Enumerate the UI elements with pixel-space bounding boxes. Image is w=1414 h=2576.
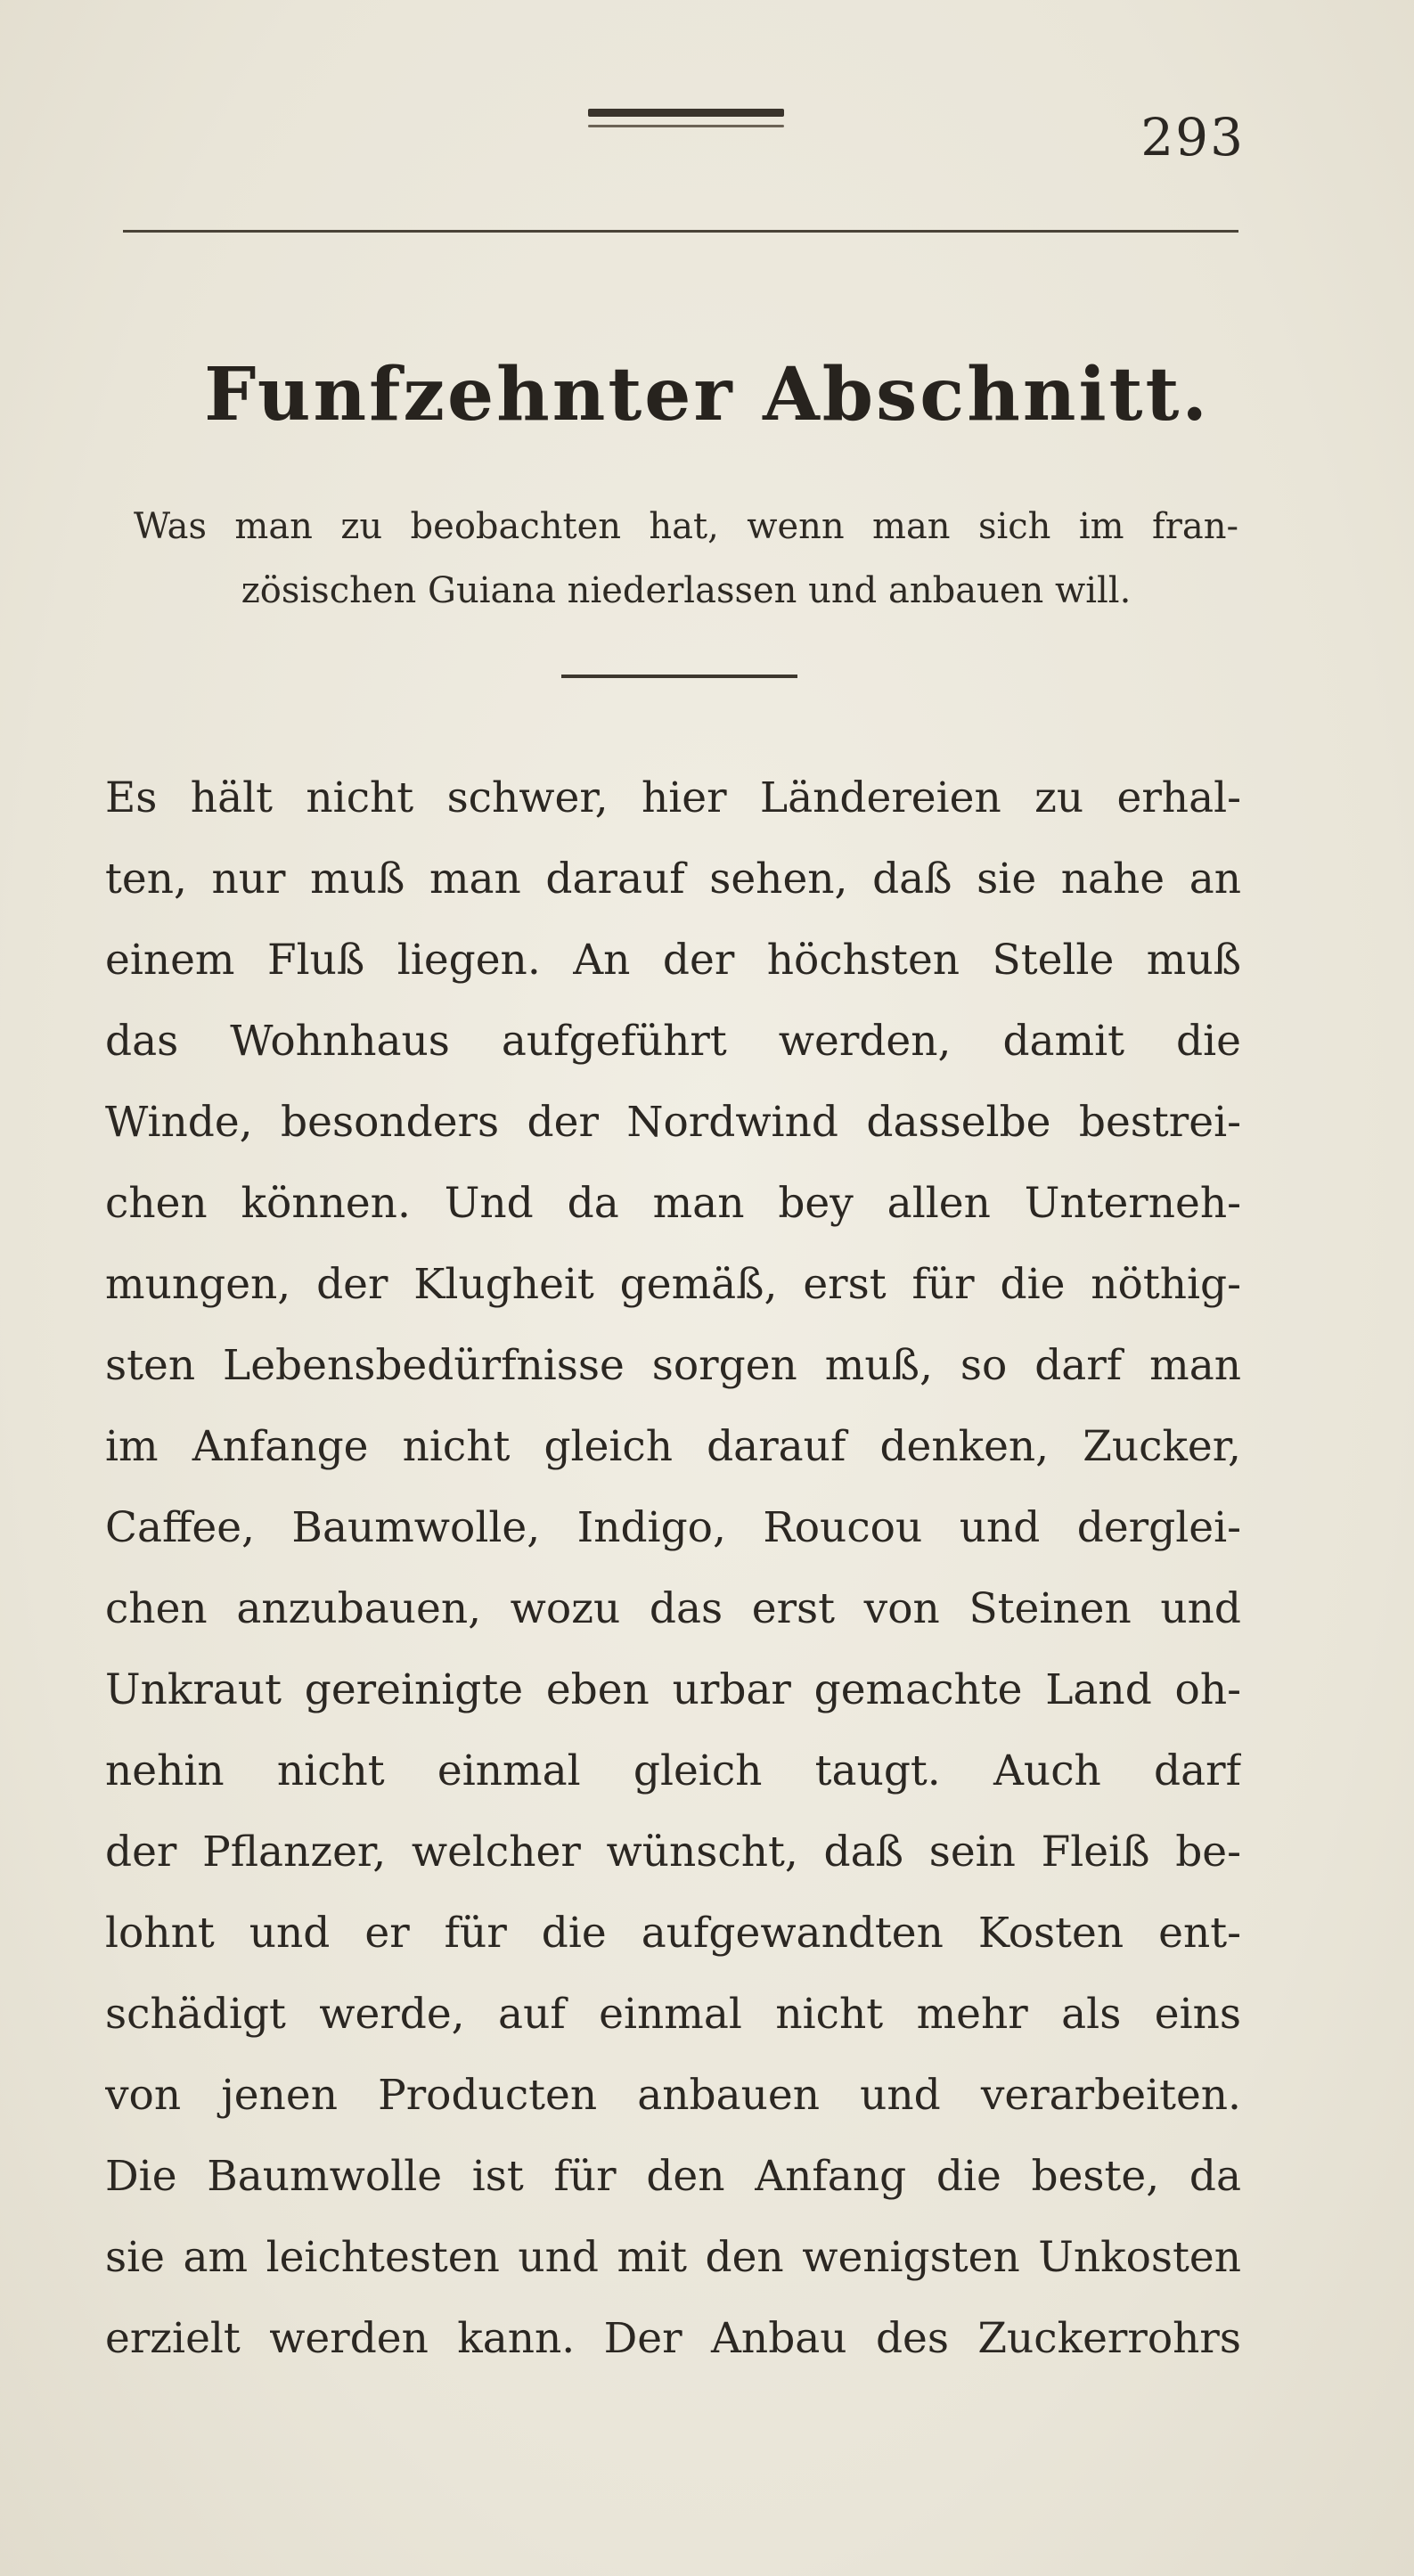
subtitle-line: zösischen Guiana niederlassen und anbauen will. [241, 570, 1132, 611]
text-line: Die Baumwolle ist für den Anfang die beste, da [105, 2152, 1241, 2201]
text-line: sie am leichtesten und mit den wenigsten Unkosten [105, 2233, 1241, 2282]
text-line: Winde, besonders der Nordwind dasselbe bestrei- [105, 1098, 1241, 1147]
text-line: erzielt werden kann. Der Anbau des Zuckerrohrs [105, 2314, 1241, 2363]
section-divider [561, 675, 797, 678]
text-line: das Wohnhaus aufgeführt werden, damit die [105, 1017, 1241, 1066]
text-line: nehin nicht einmal gleich taugt. Auch darf [105, 1746, 1241, 1795]
chapter-title: Funfzehnter Abschnitt. [204, 352, 1210, 438]
header-ornament-underline [588, 125, 784, 127]
text-line: schädigt werde, auf einmal nicht mehr als eins [105, 1990, 1241, 2039]
text-line: mungen, der Klugheit gemäß, erst für die nöthig- [105, 1260, 1241, 1309]
text-line: Caffee, Baumwolle, Indigo, Roucou und derglei- [105, 1503, 1241, 1552]
text-line: sten Lebensbedürfnisse sorgen muß, so darf man [105, 1341, 1241, 1390]
text-line: chen anzubauen, wozu das erst von Steinen und [105, 1584, 1241, 1633]
text-line: ten, nur muß man darauf sehen, daß sie nahe an [105, 855, 1241, 904]
chapter-subtitle [134, 495, 1238, 623]
page-number: 293 [1140, 107, 1245, 168]
header-rule [123, 230, 1238, 233]
text-line: Unkraut gereinigte eben urbar gemachte Land oh- [105, 1665, 1241, 1714]
header-ornament [588, 109, 784, 117]
text-line: einem Fluß liegen. An der höchsten Stelle muß [105, 936, 1241, 985]
text-line: Es hält nicht schwer, hier Ländereien zu erhal- [105, 773, 1241, 822]
text-line: von jenen Producten anbauen und verarbeiten. [105, 2071, 1241, 2120]
text-line: lohnt und er für die aufgewandten Kosten ent- [105, 1909, 1241, 1958]
body-text [105, 757, 1241, 2379]
text-line: der Pflanzer, welcher wünscht, daß sein Fleiß be- [105, 1828, 1241, 1877]
subtitle-line: Was man zu beobachten hat, wenn man sich im fran- [134, 506, 1238, 547]
text-line: chen können. Und da man bey allen Unterneh- [105, 1179, 1241, 1228]
text-line: im Anfange nicht gleich darauf denken, Zucker, [105, 1422, 1241, 1471]
